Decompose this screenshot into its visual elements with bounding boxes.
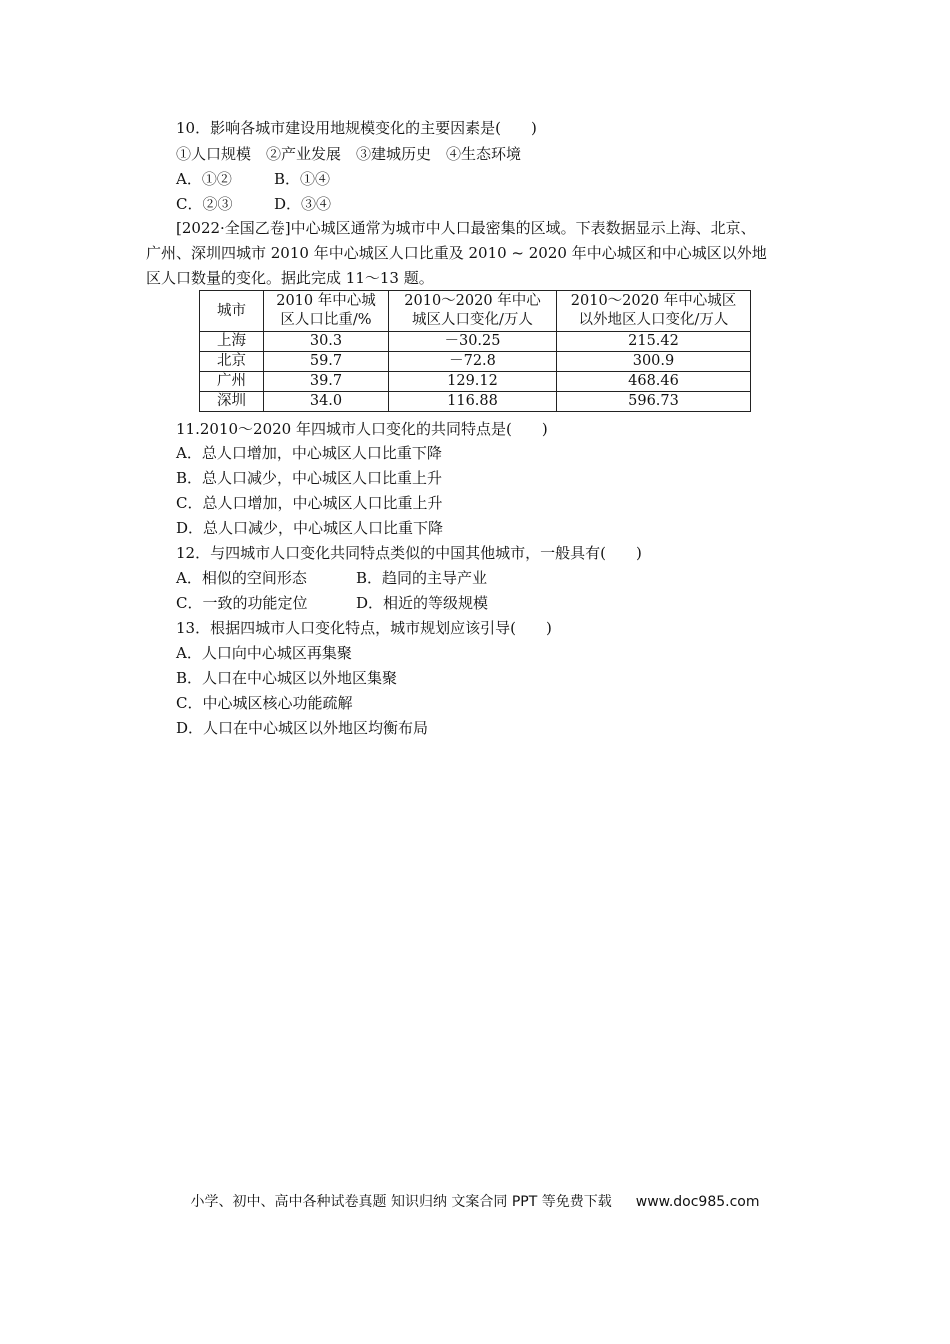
passage-line-2: 广州、深圳四城市 2010 年中心城区人口比重及 2010 ~ 2020 年中心城区和中心城区以外地 [146, 244, 767, 262]
q11-option-a: A．总人口增加，中心城区人口比重下降 [176, 444, 442, 462]
table-cell: 59.7 [264, 352, 389, 372]
q11-option-b: B．总人口减少，中心城区人口比重上升 [176, 469, 443, 487]
footer-site-link[interactable]: www.doc985.com [635, 1194, 760, 1210]
q10-options-row1 [176, 169, 330, 189]
q12-option-d: D．相近的等级规模 [356, 594, 489, 612]
footer-text: 小学、初中、高中各种试卷真题 知识归纳 文案合同 PPT 等免费下载 [190, 1194, 612, 1210]
table-cell: 39.7 [264, 372, 389, 392]
table-cell: 129.12 [389, 372, 557, 392]
q12-option-b: B．趋同的主导产业 [356, 569, 488, 587]
table-row [200, 392, 751, 412]
q10-factors: ①人口规模 ②产业发展 ③建城历史 ④生态环境 [176, 145, 522, 163]
table-cell: 深圳 [200, 392, 264, 412]
header-outer-change: 2010～2020 年中心城区 以外地区人口变化/万人 [557, 291, 751, 332]
table-cell: －30.25 [389, 332, 557, 352]
passage-line-1: [2022·全国乙卷]中心城区通常为城市中人口最密集的区域。下表数据显示上海、北京、 [176, 219, 756, 237]
table-cell: 596.73 [557, 392, 751, 412]
table-row [200, 352, 751, 372]
population-table [199, 290, 751, 412]
q13-option-c: C．中心城区核心功能疏解 [176, 694, 353, 712]
q11-option-c: C．总人口增加，中心城区人口比重上升 [176, 494, 443, 512]
q12-option-c: C．一致的功能定位 [176, 594, 308, 612]
table-cell: 215.42 [557, 332, 751, 352]
q10-options-row2 [176, 194, 331, 214]
passage-line-3: 区人口数量的变化。据此完成 11～13 题。 [146, 269, 434, 287]
table-cell: 468.46 [557, 372, 751, 392]
table-cell: －72.8 [389, 352, 557, 372]
table-header-row [200, 291, 751, 332]
q12-stem: 12．与四城市人口变化共同特点类似的中国其他城市，一般具有( ) [176, 544, 642, 562]
q10-option-a: A．①② [176, 170, 232, 188]
q12-option-a: A．相似的空间形态 [176, 569, 307, 587]
table-cell: 116.88 [389, 392, 557, 412]
q10-option-c: C．②③ [176, 195, 233, 213]
table-row [200, 372, 751, 392]
table-cell: 30.3 [264, 332, 389, 352]
table-cell: 广州 [200, 372, 264, 392]
q13-option-d: D．人口在中心城区以外地区均衡布局 [176, 719, 429, 737]
q10-option-d: D．③④ [274, 195, 332, 213]
q12-options-row1 [176, 568, 487, 588]
q11-stem: 11.2010～2020 年四城市人口变化的共同特点是( ) [176, 420, 548, 438]
table-row [200, 332, 751, 352]
q13-stem: 13．根据四城市人口变化特点，城市规划应该引导( ) [176, 619, 552, 637]
page-footer [0, 1191, 950, 1211]
q12-options-row2 [176, 593, 488, 613]
header-city: 城市 [200, 291, 264, 332]
q13-option-b: B．人口在中心城区以外地区集聚 [176, 669, 398, 687]
table-cell: 300.9 [557, 352, 751, 372]
table-cell: 北京 [200, 352, 264, 372]
q10-stem: 10．影响各城市建设用地规模变化的主要因素是( ) [176, 119, 537, 137]
table-cell: 34.0 [264, 392, 389, 412]
header-central-change: 2010～2020 年中心 城区人口变化/万人 [389, 291, 557, 332]
header-share-2010: 2010 年中心城 区人口比重/% [264, 291, 389, 332]
q11-option-d: D．总人口减少，中心城区人口比重下降 [176, 519, 444, 537]
q10-option-b: B．①④ [274, 170, 331, 188]
table-cell: 上海 [200, 332, 264, 352]
q13-option-a: A．人口向中心城区再集聚 [176, 644, 352, 662]
